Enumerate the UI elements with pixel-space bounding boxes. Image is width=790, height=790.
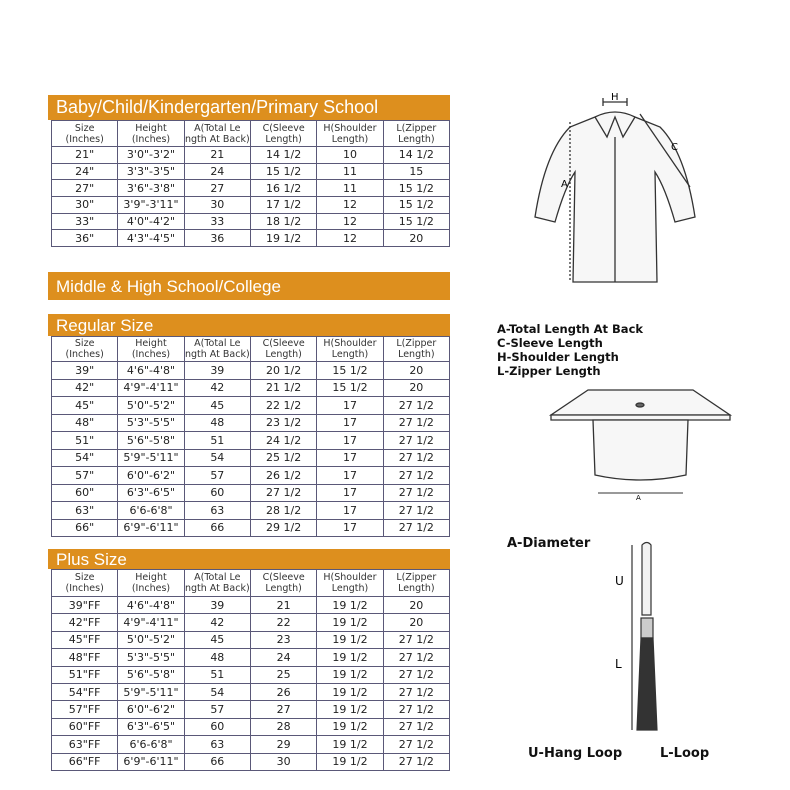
table-cell: 27 1/2 bbox=[383, 432, 449, 450]
table-cell: 27 1/2 bbox=[383, 736, 449, 753]
legend-item: L-Zipper Length bbox=[497, 364, 601, 378]
table-cell: 20 bbox=[383, 597, 449, 614]
column-header: H(Shoulder Length) bbox=[317, 121, 383, 147]
table-cell: 39 bbox=[184, 597, 250, 614]
table-cell: 30 bbox=[250, 753, 316, 770]
table-cell: 27 1/2 bbox=[383, 666, 449, 683]
column-header: C(Sleeve Length) bbox=[250, 570, 316, 597]
table-cell: 33" bbox=[52, 213, 118, 230]
table-cell: 39" bbox=[52, 362, 118, 380]
table-cell: 17 bbox=[317, 449, 383, 467]
table-cell: 54"FF bbox=[52, 683, 118, 700]
table-cell: 22 1/2 bbox=[250, 397, 316, 415]
gown-diagram bbox=[525, 92, 715, 292]
gown-label-h: H bbox=[611, 92, 619, 103]
table-cell: 24 bbox=[250, 649, 316, 666]
table-cell: 60"FF bbox=[52, 718, 118, 735]
table-cell: 45 bbox=[184, 631, 250, 648]
table-cell: 27 1/2 bbox=[383, 649, 449, 666]
cap-caption: A-Diameter bbox=[507, 536, 591, 551]
table-row bbox=[52, 519, 450, 537]
table-row bbox=[52, 230, 450, 247]
table-cell: 17 bbox=[317, 519, 383, 537]
table-cell: 17 bbox=[317, 414, 383, 432]
table-cell: 48" bbox=[52, 414, 118, 432]
table-cell: 5'6"-5'8" bbox=[118, 666, 184, 683]
table-cell: 42 bbox=[184, 379, 250, 397]
tassel-label-l: L bbox=[615, 657, 622, 671]
table-cell: 27 1/2 bbox=[383, 718, 449, 735]
table-cell: 29 1/2 bbox=[250, 519, 316, 537]
tassel-label-u: U bbox=[615, 574, 624, 588]
table-cell: 48 bbox=[184, 414, 250, 432]
gown-label-c: C bbox=[671, 142, 678, 153]
table-cell: 14 1/2 bbox=[250, 147, 316, 164]
table-cell: 19 1/2 bbox=[317, 649, 383, 666]
table-cell: 66" bbox=[52, 519, 118, 537]
table-cell: 19 1/2 bbox=[317, 666, 383, 683]
table-cell: 24 1/2 bbox=[250, 432, 316, 450]
tassel-caption-loop: L-Loop bbox=[660, 746, 710, 761]
table-row bbox=[52, 666, 450, 683]
table-cell: 60 bbox=[184, 718, 250, 735]
table-cell: 4'3"-4'5" bbox=[118, 230, 184, 247]
table-cell: 20 1/2 bbox=[250, 362, 316, 380]
table-cell: 20 bbox=[383, 614, 449, 631]
table-cell: 17 bbox=[317, 467, 383, 485]
table-cell: 20 bbox=[383, 230, 449, 247]
table-cell: 15 1/2 bbox=[250, 163, 316, 180]
table-row bbox=[52, 683, 450, 700]
table-cell: 54" bbox=[52, 449, 118, 467]
column-header: H(Shoulder Length) bbox=[317, 570, 383, 597]
table-cell: 21" bbox=[52, 147, 118, 164]
table-title-plus: Plus Size bbox=[48, 549, 450, 569]
table-cell: 22 bbox=[250, 614, 316, 631]
table-cell: 51 bbox=[184, 666, 250, 683]
table-cell: 6'0"-6'2" bbox=[118, 467, 184, 485]
table-cell: 27 1/2 bbox=[383, 467, 449, 485]
table-cell: 27 1/2 bbox=[383, 484, 449, 502]
table-row bbox=[52, 180, 450, 197]
table-row bbox=[52, 753, 450, 770]
table-cell: 48"FF bbox=[52, 649, 118, 666]
header-row bbox=[52, 337, 450, 362]
table-title-primary: Baby/Child/Kindergarten/Primary School bbox=[48, 95, 450, 120]
column-header: H(Shoulder Length) bbox=[317, 337, 383, 362]
table-cell: 54 bbox=[184, 683, 250, 700]
table-row bbox=[52, 432, 450, 450]
table-cell: 27" bbox=[52, 180, 118, 197]
table-cell: 45"FF bbox=[52, 631, 118, 648]
table-cell: 4'9"-4'11" bbox=[118, 614, 184, 631]
table-cell: 12 bbox=[317, 197, 383, 214]
table-row bbox=[52, 197, 450, 214]
table-cell: 11 bbox=[317, 163, 383, 180]
column-header: L(Zipper Length) bbox=[383, 570, 449, 597]
table-cell: 25 1/2 bbox=[250, 449, 316, 467]
table-cell: 17 bbox=[317, 432, 383, 450]
table-row bbox=[52, 414, 450, 432]
table-cell: 27 1/2 bbox=[383, 414, 449, 432]
table-cell: 5'0"-5'2" bbox=[118, 631, 184, 648]
table-row bbox=[52, 502, 450, 520]
table-cell: 15 1/2 bbox=[317, 362, 383, 380]
table-cell: 63"FF bbox=[52, 736, 118, 753]
table-cell: 42 bbox=[184, 614, 250, 631]
legend-item: C-Sleeve Length bbox=[497, 336, 603, 350]
table-cell: 18 1/2 bbox=[250, 213, 316, 230]
table-cell: 6'6-6'8" bbox=[118, 736, 184, 753]
table-cell: 6'3"-6'5" bbox=[118, 718, 184, 735]
table-cell: 5'6"-5'8" bbox=[118, 432, 184, 450]
table-cell: 15 1/2 bbox=[383, 180, 449, 197]
table-cell: 4'9"-4'11" bbox=[118, 379, 184, 397]
table-cell: 27 1/2 bbox=[250, 484, 316, 502]
table-cell: 28 bbox=[250, 718, 316, 735]
table-row bbox=[52, 701, 450, 718]
table-cell: 33 bbox=[184, 213, 250, 230]
table-cell: 4'6"-4'8" bbox=[118, 362, 184, 380]
table-cell: 19 1/2 bbox=[317, 753, 383, 770]
column-header: A(Total Le ngth At Back) bbox=[184, 122, 250, 145]
tassel-diagram bbox=[605, 540, 665, 740]
table-cell: 25 bbox=[250, 666, 316, 683]
table-cell: 42"FF bbox=[52, 614, 118, 631]
column-header: Height (Inches) bbox=[118, 337, 184, 362]
table-cell: 30 bbox=[184, 197, 250, 214]
table-cell: 23 bbox=[250, 631, 316, 648]
table-cell: 36 bbox=[184, 230, 250, 247]
size-table-plus bbox=[51, 569, 450, 771]
table-cell: 17 bbox=[317, 502, 383, 520]
table-cell: 27 bbox=[250, 701, 316, 718]
table-cell: 4'0"-4'2" bbox=[118, 213, 184, 230]
size-table-primary bbox=[51, 120, 450, 247]
table-cell: 19 1/2 bbox=[250, 230, 316, 247]
table-cell: 57 bbox=[184, 701, 250, 718]
table-cell: 54 bbox=[184, 449, 250, 467]
table-cell: 3'9"-3'11" bbox=[118, 197, 184, 214]
table-cell: 27 1/2 bbox=[383, 449, 449, 467]
table-row bbox=[52, 631, 450, 648]
table-cell: 21 bbox=[250, 597, 316, 614]
table-cell: 45 bbox=[184, 397, 250, 415]
table-cell: 39"FF bbox=[52, 597, 118, 614]
table-cell: 51" bbox=[52, 432, 118, 450]
table-cell: 19 1/2 bbox=[317, 597, 383, 614]
tassel-caption-hang-loop: U-Hang Loop bbox=[528, 746, 623, 761]
table-cell: 17 bbox=[317, 397, 383, 415]
table-cell: 63" bbox=[52, 502, 118, 520]
table-cell: 63 bbox=[184, 502, 250, 520]
table-cell: 36" bbox=[52, 230, 118, 247]
table-row bbox=[52, 147, 450, 164]
column-header: Height (Inches) bbox=[118, 121, 184, 147]
table-cell: 16 1/2 bbox=[250, 180, 316, 197]
table-cell: 3'3"-3'5" bbox=[118, 163, 184, 180]
header-row bbox=[52, 121, 450, 147]
table-cell: 24" bbox=[52, 163, 118, 180]
column-header: C(Sleeve Length) bbox=[250, 337, 316, 362]
table-cell: 14 1/2 bbox=[383, 147, 449, 164]
table-cell: 27 bbox=[184, 180, 250, 197]
legend-item: H-Shoulder Length bbox=[497, 350, 619, 364]
table-cell: 26 bbox=[250, 683, 316, 700]
table-cell: 57 bbox=[184, 467, 250, 485]
table-row bbox=[52, 213, 450, 230]
column-header: Size (Inches) bbox=[52, 570, 118, 597]
table-cell: 5'9"-5'11" bbox=[118, 449, 184, 467]
table-cell: 27 1/2 bbox=[383, 502, 449, 520]
cap-diagram bbox=[548, 385, 733, 505]
table-cell: 3'0"-3'2" bbox=[118, 147, 184, 164]
table-cell: 21 1/2 bbox=[250, 379, 316, 397]
table-row bbox=[52, 362, 450, 380]
table-cell: 15 1/2 bbox=[383, 213, 449, 230]
table-cell: 19 1/2 bbox=[317, 614, 383, 631]
table-cell: 66"FF bbox=[52, 753, 118, 770]
table-cell: 29 bbox=[250, 736, 316, 753]
table-cell: 12 bbox=[317, 213, 383, 230]
table-cell: 27 1/2 bbox=[383, 701, 449, 718]
table-row bbox=[52, 379, 450, 397]
table-cell: 12 bbox=[317, 230, 383, 247]
table-cell: 27 1/2 bbox=[383, 753, 449, 770]
table-cell: 20 bbox=[383, 362, 449, 380]
table-row bbox=[52, 614, 450, 631]
table-cell: 6'0"-6'2" bbox=[118, 701, 184, 718]
table-cell: 19 1/2 bbox=[317, 718, 383, 735]
table-cell: 63 bbox=[184, 736, 250, 753]
gown-label-a: A bbox=[561, 179, 568, 190]
column-header: C(Sleeve Length) bbox=[250, 121, 316, 147]
table-cell: 60" bbox=[52, 484, 118, 502]
table-cell: 66 bbox=[184, 753, 250, 770]
table-cell: 27 1/2 bbox=[383, 397, 449, 415]
table-cell: 19 1/2 bbox=[317, 701, 383, 718]
table-cell: 57" bbox=[52, 467, 118, 485]
table-cell: 24 bbox=[184, 163, 250, 180]
table-cell: 19 1/2 bbox=[317, 631, 383, 648]
column-header: L(Zipper Length) bbox=[383, 337, 449, 362]
table-cell: 19 1/2 bbox=[317, 736, 383, 753]
table-row bbox=[52, 649, 450, 666]
table-cell: 27 1/2 bbox=[383, 519, 449, 537]
table-cell: 19 1/2 bbox=[317, 683, 383, 700]
measurement-legend bbox=[497, 322, 643, 378]
table-row bbox=[52, 718, 450, 735]
table-cell: 51"FF bbox=[52, 666, 118, 683]
table-cell: 5'9"-5'11" bbox=[118, 683, 184, 700]
table-row bbox=[52, 597, 450, 614]
table-cell: 26 1/2 bbox=[250, 467, 316, 485]
table-cell: 10 bbox=[317, 147, 383, 164]
table-cell: 20 bbox=[383, 379, 449, 397]
column-header: A(Total Le ngth At Back) bbox=[184, 338, 250, 360]
table-cell: 17 bbox=[317, 484, 383, 502]
table-cell: 39 bbox=[184, 362, 250, 380]
table-cell: 5'3"-5'5" bbox=[118, 414, 184, 432]
table-cell: 17 1/2 bbox=[250, 197, 316, 214]
table-cell: 5'0"-5'2" bbox=[118, 397, 184, 415]
table-row bbox=[52, 467, 450, 485]
table-row bbox=[52, 163, 450, 180]
table-cell: 4'6"-4'8" bbox=[118, 597, 184, 614]
table-cell: 6'9"-6'11" bbox=[118, 519, 184, 537]
table-cell: 48 bbox=[184, 649, 250, 666]
table-cell: 27 1/2 bbox=[383, 631, 449, 648]
table-row bbox=[52, 397, 450, 415]
column-header: Size (Inches) bbox=[52, 337, 118, 362]
table-cell: 28 1/2 bbox=[250, 502, 316, 520]
column-header: A(Total Le ngth At Back) bbox=[184, 570, 250, 597]
cap-label-a: A bbox=[636, 494, 641, 502]
table-cell: 60 bbox=[184, 484, 250, 502]
size-table-regular bbox=[51, 336, 450, 537]
table-row bbox=[52, 736, 450, 753]
column-header: L(Zipper Length) bbox=[383, 121, 449, 147]
table-cell: 42" bbox=[52, 379, 118, 397]
table-cell: 15 1/2 bbox=[317, 379, 383, 397]
table-cell: 27 1/2 bbox=[383, 683, 449, 700]
table-cell: 21 bbox=[184, 147, 250, 164]
table-cell: 45" bbox=[52, 397, 118, 415]
table-cell: 6'3"-6'5" bbox=[118, 484, 184, 502]
column-header: Size (Inches) bbox=[52, 121, 118, 147]
table-cell: 6'6-6'8" bbox=[118, 502, 184, 520]
table-row bbox=[52, 449, 450, 467]
table-cell: 51 bbox=[184, 432, 250, 450]
table-cell: 57"FF bbox=[52, 701, 118, 718]
table-cell: 6'9"-6'11" bbox=[118, 753, 184, 770]
table-cell: 11 bbox=[317, 180, 383, 197]
table-cell: 23 1/2 bbox=[250, 414, 316, 432]
table-cell: 66 bbox=[184, 519, 250, 537]
table-title-regular: Regular Size bbox=[48, 314, 450, 336]
table-row bbox=[52, 484, 450, 502]
table-cell: 3'6"-3'8" bbox=[118, 180, 184, 197]
table-cell: 15 1/2 bbox=[383, 197, 449, 214]
table-cell: 30" bbox=[52, 197, 118, 214]
legend-item: A-Total Length At Back bbox=[497, 322, 644, 336]
table-cell: 15 bbox=[383, 163, 449, 180]
section-title: Middle & High School/College bbox=[48, 272, 450, 300]
column-header: Height (Inches) bbox=[118, 570, 184, 597]
header-row bbox=[52, 570, 450, 597]
table-cell: 5'3"-5'5" bbox=[118, 649, 184, 666]
